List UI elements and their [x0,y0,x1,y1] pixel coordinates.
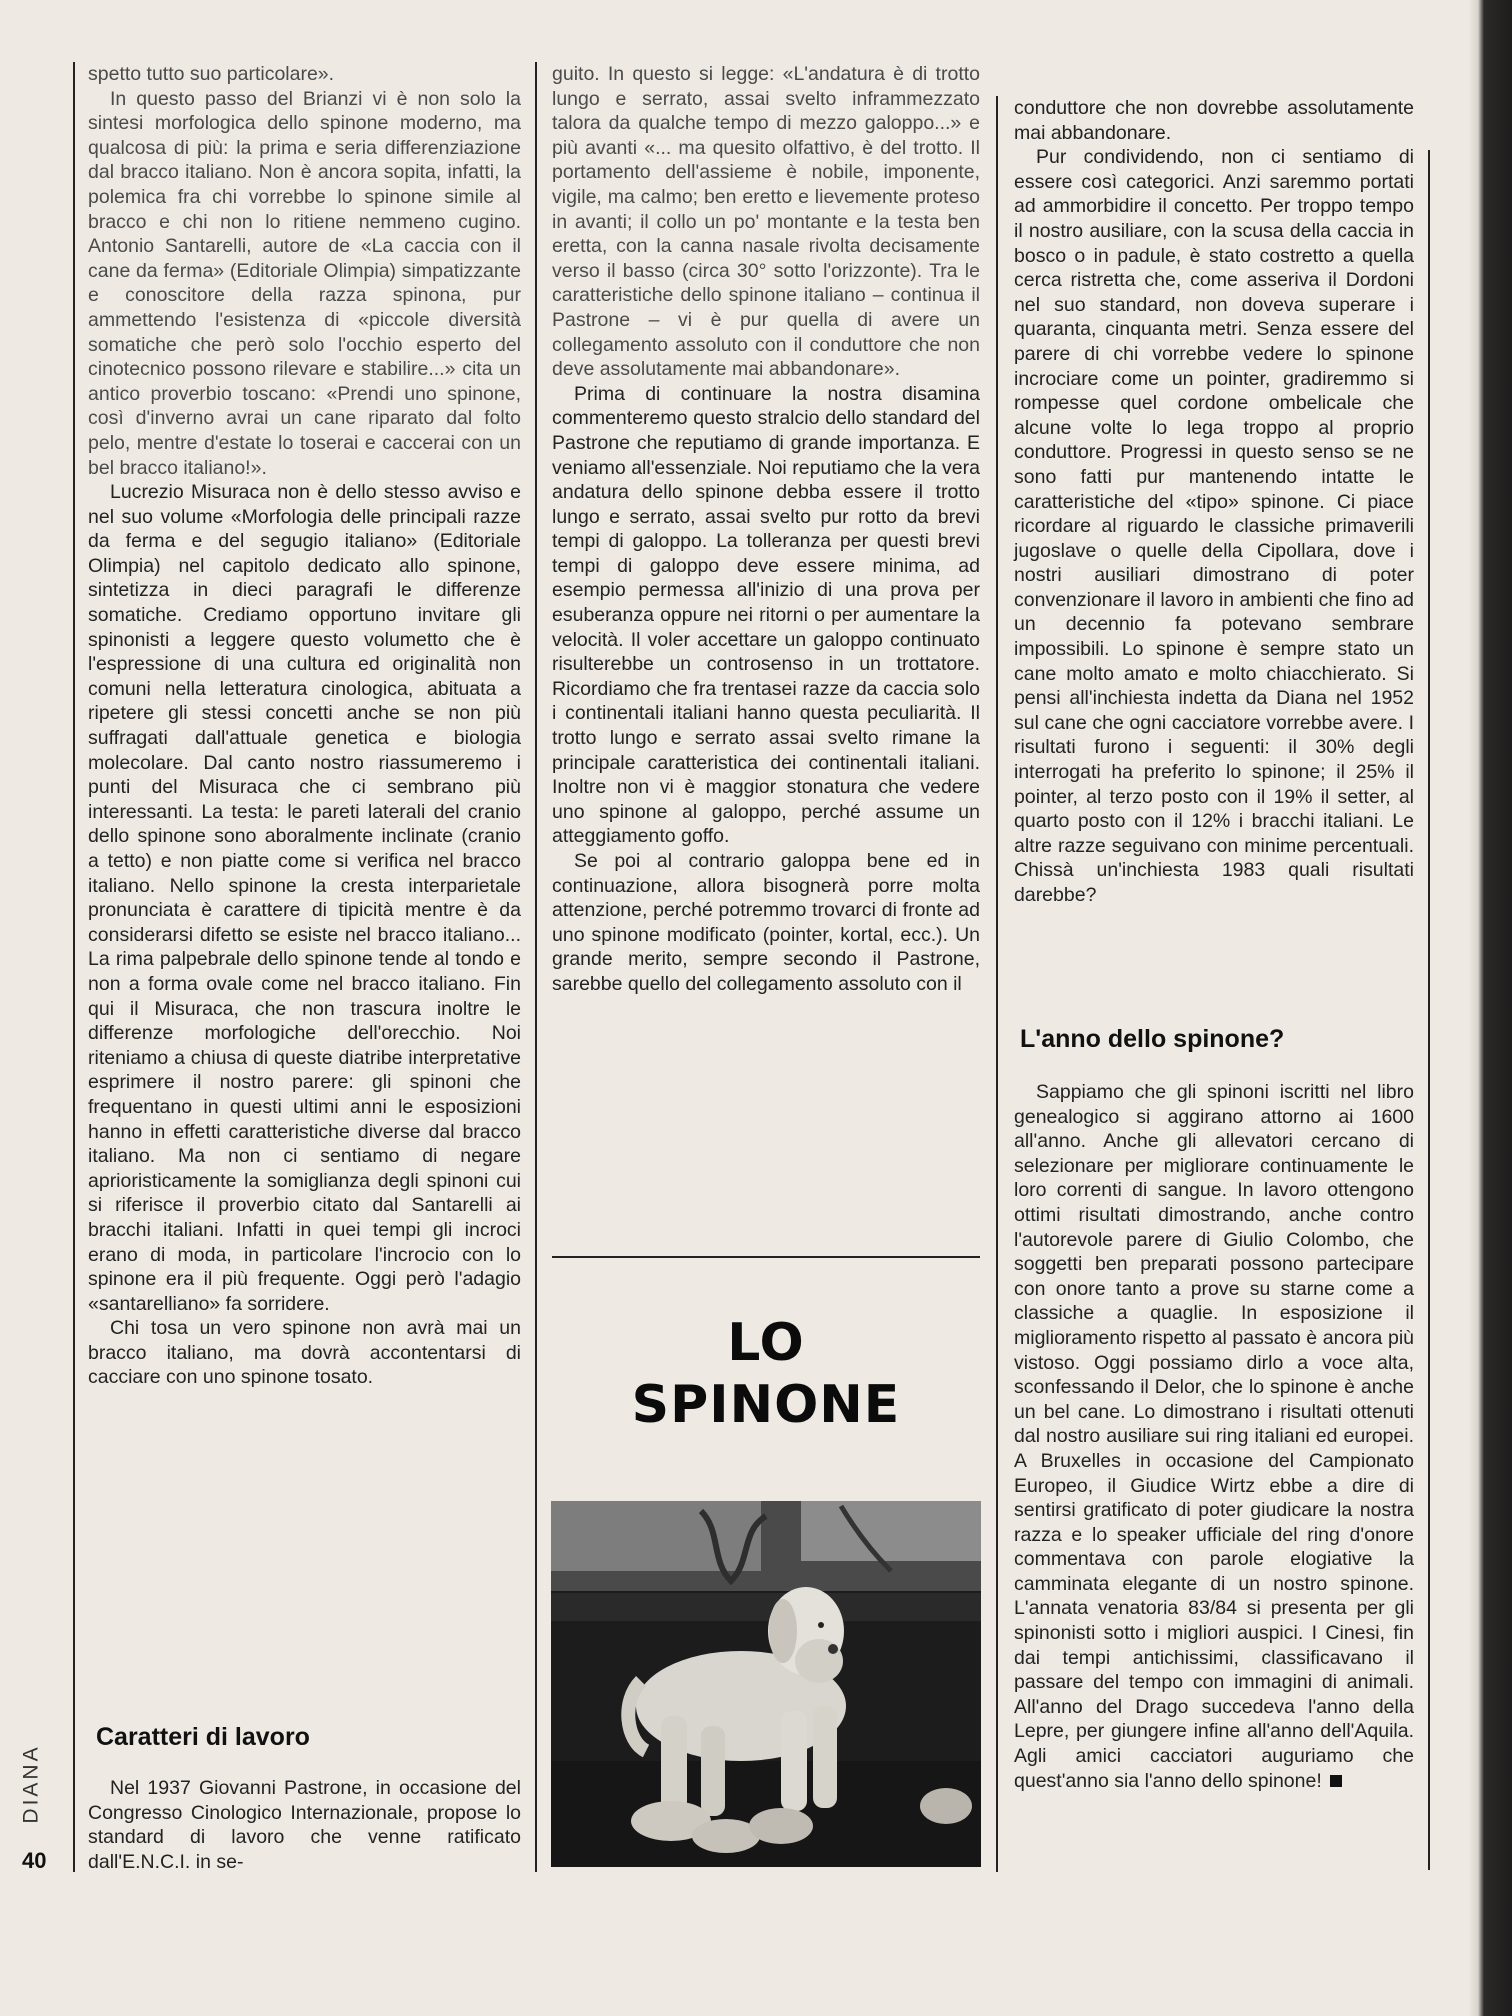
end-of-article-mark [1330,1775,1342,1787]
paragraph: spetto tutto suo particolare». [88,63,335,85]
article-column-1 [88,62,521,1390]
paragraph-text: Sappiamo che gli spinoni iscritti nel libro genealogico si aggirano attorno ai 1600 all'anno. Anche gli allevatori cercano di selezionare per migliorare continuamente le loro correnti di sangue. In lavoro ottengono ottimi risultati dimostrando, anche contro l'autorevole parere di Giulio Colombo, che soggetti ben preparati possono partecipare con onore tanto a prove su starne come a classiche a quaglie. In esposizione il miglioramento rispetto al passato è ancora più vistoso. Oggi possiamo dirlo a voce alta, sconfessando il Delor, che lo spinone è anche un bel cane. Lo dimostrano i risultati ottenuti dal nostro ausiliare sui ring italiani ed europei. A Bruxelles in occasione del Campionato Europeo, il Giudice Wirtz ebbe a dire di sentirsi gratificato di poter giudicare la nostra razza e lo speaker ufficiale del ring d'onore commentava con parole elogiative la camminata elegante di un nostro spinone. L'annata venatoria 83/84 si presenta per gli spinonisti sotto i migliori auspici. I Cinesi, fin dai tempi antichissimi, classificavano il passare del tempo con immagini di animali. All'anno del Drago succedeva l'anno della Lepre, per giungere infine all'anno dell'Aquila. Agli amici cacciatori auguriamo che quest'anno sia l'anno dello spinone! [1014,1081,1414,1792]
article-column-2 [552,62,980,997]
paragraph: guito. In questo si legge: «L'andatura è di trotto lungo e serrato, assai svelto inframmezzato talora da qualche tempo di mezzo galoppo...» e più avanti «... ma quesito olfattivo, è del trotto. Il portamento dell'assieme è nobile, imponente, vigile, ma calmo; ben eretto e lievemente proteso in avanti; il collo un po' montante e la testa ben eretta, con la canna nasale rivolta decisamente verso il basso (circa 30° sotto l'orizzonte). Tra le caratteristiche dello spinone italiano – continua il Pastrone – vi è pur quella di avere un collegamento assoluto con il conduttore che non deve assolutamente mai abbandonare». [552,63,980,381]
magazine-name: DIANA [19,1744,43,1824]
title-line-1: LO [727,1313,805,1373]
article-column-1-tail [88,1776,521,1874]
article-column-3-tail [1014,1080,1414,1793]
article-title [552,1312,980,1436]
page-number: 40 [22,1848,47,1873]
column-divider-horizontal [552,1256,980,1258]
title-line-2: SPINONE [631,1375,901,1435]
section-heading-anno: L'anno dello spinone? [1020,1025,1285,1053]
paragraph: Se poi al contrario galoppa bene ed in continuazione, allora bisognerà porre molta attenzione, perché potremmo trovarci di fronte ad uno spinone modificato (pointer, kortal, ecc.). Un grande merito, sempre secondo il Pastrone, sarebbe quello del collegamento assoluto con il [552,850,980,995]
paragraph [1014,1080,1414,1793]
paragraph: Prima di continuare la nostra disamina commenteremo questo stralcio dello standard del Pastrone che reputiamo di grande importanza. E veniamo all'essenziale. Noi reputiamo che la vera andatura dello spinone debba essere il trotto lungo e serrato, assai svelto pur rotto da brevi tempi di galoppo. La tolleranza per questi brevi tempi di galoppo deve essere minima, ad esempio permessa all'inizio di una prova per esuberanza oppure nei ritorni o per aumentare la velocità. Il voler accettare un galoppo continuato risulterebbe un controsenso in un trottatore. Ricordiamo che fra trentasei razze da caccia solo i continentali italiani hanno questa peculiarità. Il trotto lungo e serrato assai svelto rimane la principale caratteristica dei continentali italiani. Inoltre non vi è maggior stonatura che vedere uno spinone al galoppo, perché assume un atteggiamento goffo. [552,382,980,848]
page-edge-shadow [1470,0,1512,2016]
column-rule-middle [535,62,537,1872]
spinone-photo [551,1501,981,1867]
column-rule-left [73,62,75,1872]
magazine-name-vertical [19,1742,52,1832]
paragraph: Chi tosa un vero spinone non avrà mai un bracco italiano, ma dovrà accontentarsi di cacciare con uno spinone tosato. [88,1317,521,1389]
paragraph: Nel 1937 Giovanni Pastrone, in occasione del Congresso Cinologico Internazionale, propose lo standard di lavoro che venne ratificato dall'E.N.C.I. in se- [88,1777,521,1873]
paragraph: Lucrezio Misuraca non è dello stesso avviso e nel suo volume «Morfologia delle principali razze da ferma e del segugio italiano» (Editoriale Olimpia) nel capitolo dedicato allo spinone, sintetizza in dieci paragrafi le differenze somatiche. Crediamo opportuno invitare gli spinonisti a leggere questo volumetto che è l'espressione di una cultura ed originalità non comuni nella letteratura cinologica, abituata a ripetere gli stessi concetti anche se non più suffragati dall'attuale genetica e biologia molecolare. Dal canto nostro riassumeremo i punti del Misuraca che ci sembrano più interessanti. La testa: le pareti laterali del cranio dello spinone sono aboralmente inclinate (cranio a tetto) e non piatte come si verifica nel bracco italiano. Nello spinone la cresta interparietale pronunciata è carattere di tipicità mentre è da considerarsi difetto se esiste nel bracco italiano... La rima palpebrale dello spinone tende al tondo e non a forma ovale come nel bracco italiano. Fin qui il Misuraca, che non trascura inoltre le differenze morfologiche dell'orecchio. Noi riteniamo a chiusa di queste diatribe interpretative esprimere il nostro parere: gli spinoni che frequentano in questi ultimi anni le esposizioni hanno in effetti caratteristiche diverse dal bracco italiano. Ma non ci sentiamo di negare aprioristicamente la somiglianza degli spinoni cui si riferisce il proverbio citato dal Santarelli ai bracchi italiani. Infatti in quei tempi gli incroci erano di moda, in particolare l'incrocio con lo spinone era il più frequente. Oggi però l'adagio «santarelliano» fa sorridere. [88,481,521,1315]
column-rule-right [996,96,998,1872]
paragraph: conduttore che non dovrebbe assolutamente mai abbandonare. [1014,97,1414,144]
article-column-3 [1014,96,1414,908]
section-heading-caratteri: Caratteri di lavoro [96,1723,310,1751]
paragraph: In questo passo del Brianzi vi è non solo la sintesi morfologica dello spinone moderno, ma qualcosa di più: la prima e seria differenziazione dal bracco italiano. Non è ancora sopita, infatti, la polemica fra chi vorrebbe lo spinone simile al bracco e chi non lo ritiene nemmeno cugino. Antonio Santarelli, autore de «La caccia con il cane da ferma» (Editoriale Olimpia) simpatizzante e conoscitore della razza spinona, pur ammettendo l'esistenza di «piccole diversità somatiche che però solo l'occhio esperto del cinotecnico possono rilevare e stabilire...» cita un antico proverbio toscano: «Prendi uno spinone, così d'inverno avrai un cane riparato dal folto pelo, mentre d'estate lo toserai e caccerai con un bel bracco italiano!». [88,87,521,479]
column-rule-outer [1428,150,1430,1870]
paragraph: Pur condividendo, non ci sentiamo di essere così categorici. Anzi saremmo portati ad ammorbidire il concetto. Per troppo tempo il nostro ausiliare, con la scusa della caccia in bosco o in padule, è stato costretto a quella cerca ristretta che, come asseriva il Dordoni nel suo standard, non doveva superare i quaranta, cinquanta metri. Senza essere del parere di chi vorrebbe vedere lo spinone incrociare come un pointer, gradiremmo si rompesse quel cordone ombelicale che alcune volte lo lega troppo al proprio conduttore. Progressi in questo senso se ne sono fatti pur mantenendo intatte le caratteristiche del «tipo» spinone. Ci piace ricordare al riguardo le classiche primaverili jugoslave o quelle della Cipollara, dove i nostri ausiliari dimostrano di poter convenzionare il lavoro in ambienti che fino ad un decennio fa potevano sembrare impossibili. Lo spinone è sempre stato un cane molto amato e molto chiacchierato. Si pensi all'inchiesta indetta da Diana nel 1952 sul cane che ogni cacciatore vorrebbe avere. I risultati furono i seguenti: il 30% degli interrogati ha preferito lo spinone; il 25% il pointer, al terzo posto con il 19% il setter, al quarto posto con il 12% i bracchi italiani. Le altre razze seguivano con minime percentuali. Chissà un'inchiesta 1983 quali risultati darebbe? [1014,146,1414,906]
